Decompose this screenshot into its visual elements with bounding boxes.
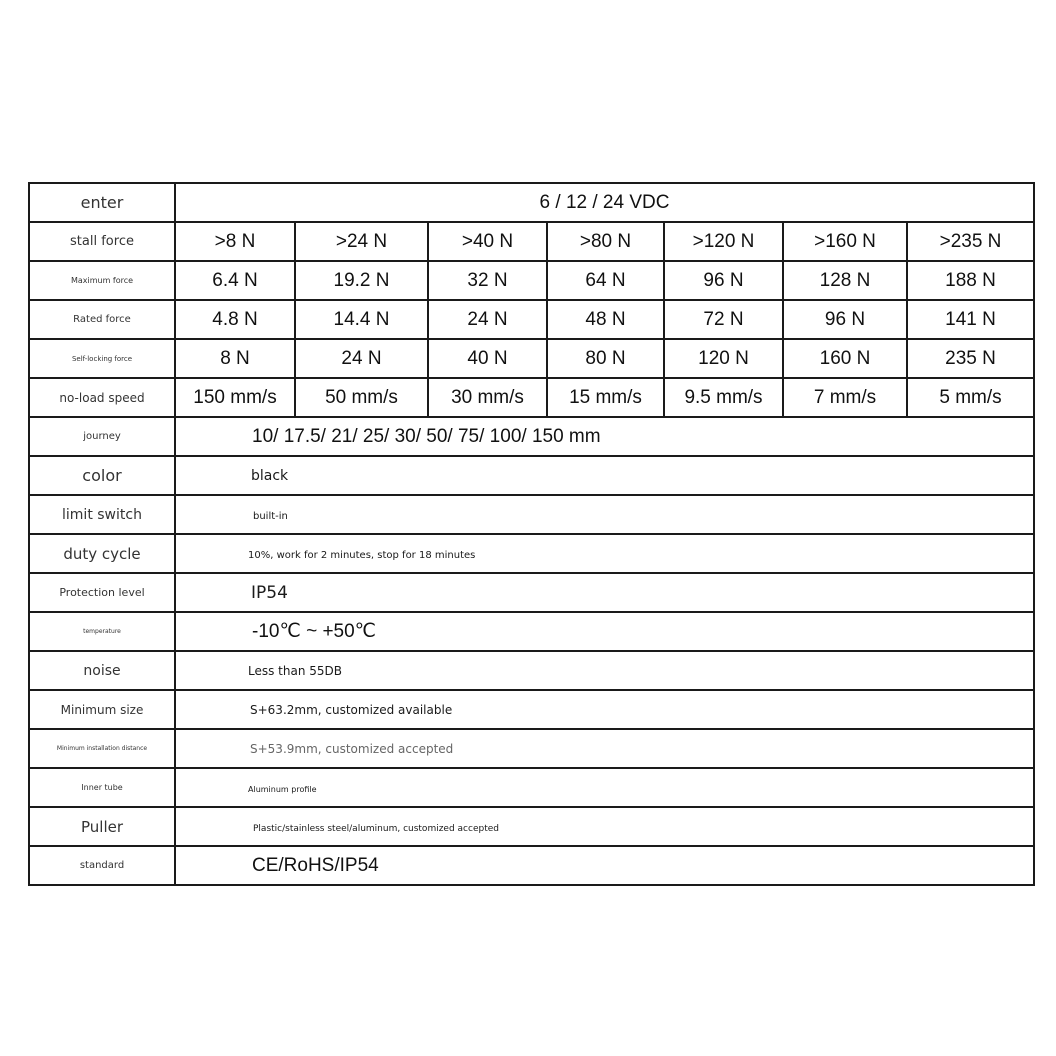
cell: 72 N: [664, 300, 783, 339]
label-stall-force: stall force: [29, 222, 175, 261]
cell: 235 N: [907, 339, 1034, 378]
value-inner-tube: Aluminum profile: [248, 784, 317, 794]
cell: 50 mm/s: [295, 378, 428, 417]
spec-table: [28, 182, 1035, 886]
cell: >24 N: [295, 222, 428, 261]
value-protection-level: IP54: [251, 582, 288, 603]
label-enter: enter: [29, 183, 175, 222]
row-limit-switch: [29, 495, 1034, 534]
label-standard: standard: [29, 846, 175, 885]
cell: 120 N: [664, 339, 783, 378]
value-standard: CE/RoHS/IP54: [252, 854, 379, 876]
value-puller: Plastic/stainless steel/aluminum, customized accepted: [253, 823, 499, 834]
label-no-load-speed: no-load speed: [29, 378, 175, 417]
cell: 24 N: [428, 300, 547, 339]
cell: >40 N: [428, 222, 547, 261]
label-temperature: temperature: [29, 612, 175, 651]
row-self-locking-force: [29, 339, 1034, 378]
label-journey: journey: [29, 417, 175, 456]
label-maximum-force: Maximum force: [29, 261, 175, 300]
row-rated-force: [29, 300, 1034, 339]
label-minimum-size: Minimum size: [29, 690, 175, 729]
row-no-load-speed: [29, 378, 1034, 417]
row-protection-level: [29, 573, 1034, 612]
row-color: [29, 456, 1034, 495]
value-noise: Less than 55DB: [248, 663, 343, 678]
label-rated-force: Rated force: [29, 300, 175, 339]
cell: 14.4 N: [295, 300, 428, 339]
label-puller: Puller: [29, 807, 175, 846]
row-stall-force: [29, 222, 1034, 261]
value-color: black: [251, 467, 289, 484]
value-minimum-size: S+63.2mm, customized available: [250, 702, 453, 717]
cell: 80 N: [547, 339, 664, 378]
label-duty-cycle: duty cycle: [29, 534, 175, 573]
cell: 19.2 N: [295, 261, 428, 300]
value-limit-switch: built-in: [253, 510, 288, 522]
label-minimum-installation-distance: Minimum installation distance: [29, 729, 175, 768]
row-standard: [29, 846, 1034, 885]
label-self-locking-force: Self-locking force: [29, 339, 175, 378]
cell: 188 N: [907, 261, 1034, 300]
cell: >120 N: [664, 222, 783, 261]
row-inner-tube: [29, 768, 1034, 807]
row-maximum-force: [29, 261, 1034, 300]
row-enter: [29, 183, 1034, 222]
row-journey: [29, 417, 1034, 456]
cell: 141 N: [907, 300, 1034, 339]
value-temperature: -10℃ ~ +50℃: [252, 621, 377, 642]
cell: >235 N: [907, 222, 1034, 261]
cell: 4.8 N: [175, 300, 295, 339]
cell: 128 N: [783, 261, 907, 300]
cell: 32 N: [428, 261, 547, 300]
value-duty-cycle: 10%, work for 2 minutes, stop for 18 minutes: [248, 549, 476, 561]
row-temperature: [29, 612, 1034, 651]
cell: 24 N: [295, 339, 428, 378]
cell: 64 N: [547, 261, 664, 300]
cell: 7 mm/s: [783, 378, 907, 417]
cell: 5 mm/s: [907, 378, 1034, 417]
cell: >80 N: [547, 222, 664, 261]
cell: 15 mm/s: [547, 378, 664, 417]
label-protection-level: Protection level: [29, 573, 175, 612]
cell: 96 N: [664, 261, 783, 300]
cell: 96 N: [783, 300, 907, 339]
cell: 160 N: [783, 339, 907, 378]
cell: 40 N: [428, 339, 547, 378]
row-puller: [29, 807, 1034, 846]
cell: >160 N: [783, 222, 907, 261]
value-enter: 6 / 12 / 24 VDC: [175, 183, 1034, 222]
cell: 8 N: [175, 339, 295, 378]
row-minimum-size: [29, 690, 1034, 729]
label-noise: noise: [29, 651, 175, 690]
label-inner-tube: Inner tube: [29, 768, 175, 807]
row-noise: [29, 651, 1034, 690]
cell: 6.4 N: [175, 261, 295, 300]
value-minimum-installation-distance: S+53.9mm, customized accepted: [250, 741, 454, 756]
label-limit-switch: limit switch: [29, 495, 175, 534]
row-minimum-installation-distance: [29, 729, 1034, 768]
cell: 48 N: [547, 300, 664, 339]
value-journey: 10/ 17.5/ 21/ 25/ 30/ 50/ 75/ 100/ 150 mm: [252, 425, 601, 447]
cell: 30 mm/s: [428, 378, 547, 417]
cell: 150 mm/s: [175, 378, 295, 417]
label-color: color: [29, 456, 175, 495]
row-duty-cycle: [29, 534, 1034, 573]
cell: 9.5 mm/s: [664, 378, 783, 417]
cell: >8 N: [175, 222, 295, 261]
